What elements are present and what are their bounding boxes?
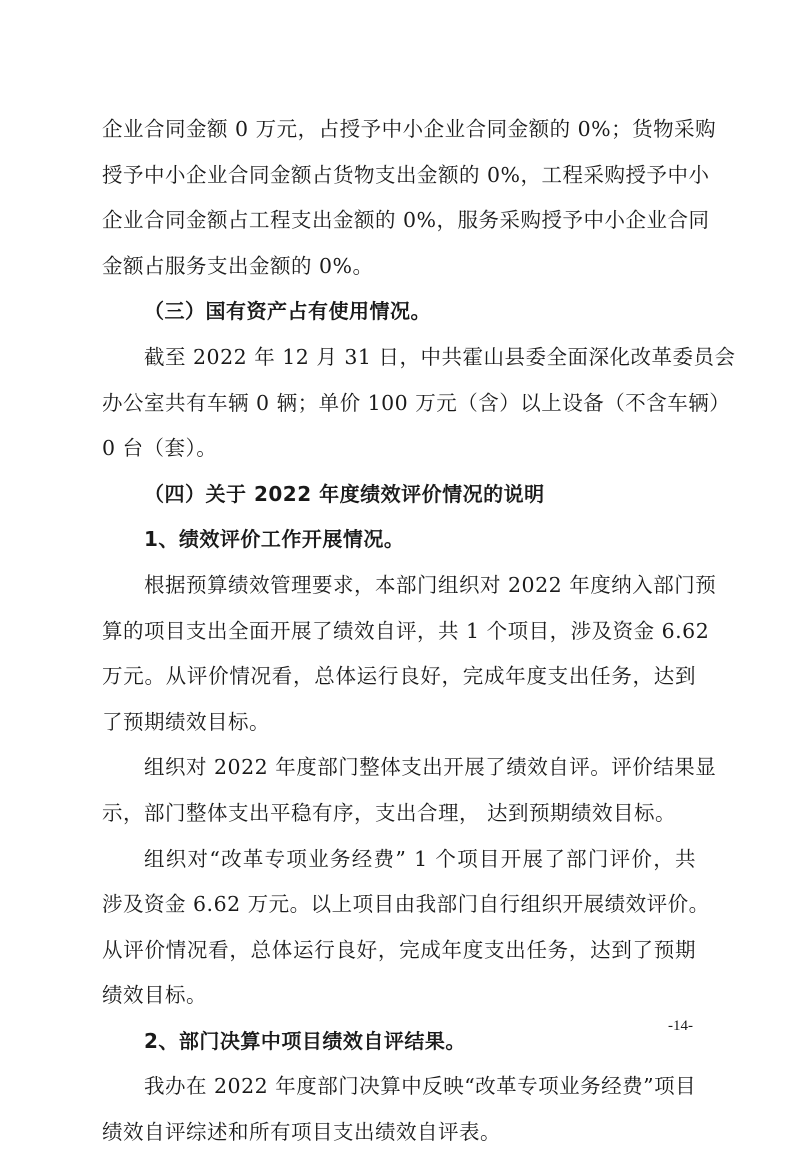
body-text-line: 办公室共有车辆 0 辆；单价 100 万元（含）以上设备（不含车辆）	[102, 390, 731, 415]
body-text-line: 绩效自评综述和所有项目支出绩效自评表。	[102, 1120, 501, 1145]
body-text-line: 授予中小企业合同金额占货物支出金额的 0%，工程采购授予中小	[102, 162, 710, 187]
body-text-line: 我办在 2022 年度部门决算中反映“改革专项业务经费”项目	[144, 1074, 697, 1099]
subsection-heading-evaluation-work: 1、绩效评价工作开展情况。	[144, 527, 405, 552]
body-text-line: 涉及资金 6.62 万元。以上项目由我部门自行组织开展绩效评价。	[102, 892, 710, 917]
body-text-line: 金额占服务支出金额的 0%。	[102, 253, 374, 278]
body-text-line: 0 台（套）。	[102, 436, 218, 461]
body-text-line: 企业合同金额占工程支出金额的 0%，服务采购授予中小企业合同	[102, 208, 710, 233]
body-text-line: 从评价情况看，总体运行良好，完成年度支出任务，达到了预期	[102, 937, 696, 962]
document-body	[102, 107, 736, 1156]
body-text-line: 企业合同金额 0 万元，占授予中小企业合同金额的 0%；货物采购	[102, 117, 717, 141]
section-heading-performance: （四）关于 2022 年度绩效评价情况的说明	[144, 481, 545, 506]
body-text-line: 组织对“改革专项业务经费” 1 个项目开展了部门评价，共	[144, 846, 696, 871]
body-text-line: 示，部门整体支出平稳有序，支出合理， 达到预期绩效目标。	[102, 800, 677, 825]
body-text-line: 绩效目标。	[102, 983, 207, 1008]
body-text-line: 了预期绩效目标。	[102, 709, 270, 734]
body-text-line: 万元。从评价情况看，总体运行良好，完成年度支出任务，达到	[102, 664, 696, 689]
body-text-line: 截至 2022 年 12 月 31 日，中共霍山县委全面深化改革委员会	[144, 344, 736, 369]
body-text-line: 算的项目支出全面开展了绩效自评，共 1 个项目，涉及资金 6.62	[102, 618, 710, 643]
section-heading-assets: （三）国有资产占有使用情况。	[144, 299, 431, 324]
subsection-heading-self-evaluation-results: 2、部门决算中项目绩效自评结果。	[144, 1028, 466, 1053]
body-text-line: 组织对 2022 年度部门整体支出开展了绩效自评。评价结果显	[144, 755, 717, 780]
page-number: -14-	[668, 1018, 693, 1034]
body-text-line: 根据预算绩效管理要求，本部门组织对 2022 年度纳入部门预	[144, 572, 717, 597]
